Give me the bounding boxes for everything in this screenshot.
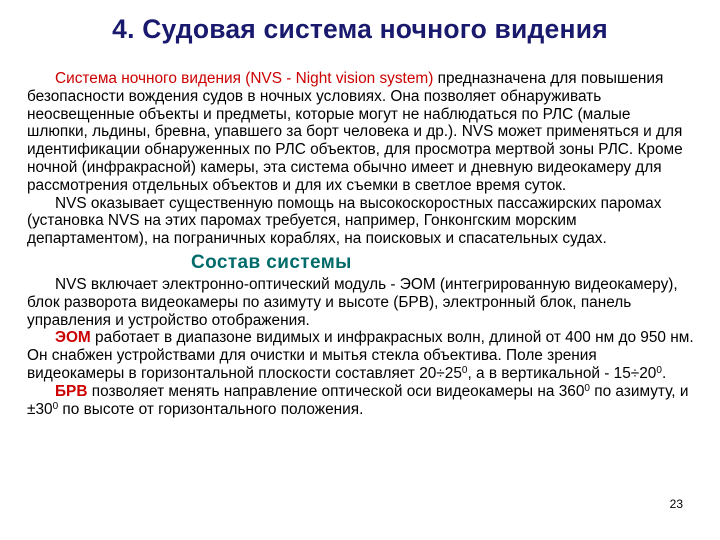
brv-text-c: по высоте от горизонтального положения. [58, 400, 364, 418]
eom-term: ЭОМ [55, 329, 91, 347]
degree-superscript: 0 [52, 400, 59, 412]
intro-text: предназначена для повышения безопасности вождения судов в ночных условиях. Она позволяет обнаруживать неосвещенные объекты и предметы, которые могут не наблюдаться по РЛС (малые шлюпки, льдины, бревна, упавшего за борт человека и др.). NVS может применяться и для идентификации обнаруженных по РЛС объектов, для просмотра мертвой зоны РЛС. Кроме ночной (инфракрасной) камеры, эта система обычно имеет и дневную видеокамеру для рассмотрения отдельных объектов и для их съемки в светлое время суток. [27, 70, 683, 194]
brv-term: БРВ [55, 382, 88, 400]
eom-text-c: . [661, 364, 667, 382]
page-number: 23 [669, 497, 683, 511]
paragraph-eom [27, 329, 695, 382]
brv-text-a: позволяет менять направление оптической оси видеокамеры на 360 [87, 382, 585, 400]
eom-text-a: работает в диапазоне видимых и инфракрасных волн, длиной от 400 нм до 950 нм. Он снабжен устройствами для очистки и мытья стекла объектива. Поле зрения видеокамеры в горизонтальной плоскости составляет 20÷25 [27, 329, 694, 382]
nvs-term: Система ночного видения (NVS - Night vision system) [55, 70, 434, 87]
composition-text: NVS включает электронно-оптический модуль - ЭОМ (интегрированную видеокамеру), блок разворота видеокамеры по азимуту и высоте (БРВ), электронный блок, панель управления и устройство отображения. [27, 275, 678, 329]
paragraph-composition [27, 276, 695, 329]
paragraph-brv [27, 383, 695, 419]
degree-superscript: 0 [656, 364, 662, 376]
usage-text: NVS оказывает существенную помощь на высокоскоростных пассажирских паромах (установка NVS на этих паромах требуется, например, Гонконгским морским департаментом), на пограничных кораблях, на поисковых и спасательных судах. [27, 194, 662, 248]
slide-title: 4. Судовая система ночного видения [112, 14, 608, 44]
degree-superscript: 0 [584, 382, 590, 394]
degree-superscript: 0 [461, 364, 468, 376]
slide-body [27, 70, 695, 418]
eom-text-b: , а в вертикальной - 15÷20 [467, 364, 657, 382]
section-heading: Состав системы [191, 251, 352, 273]
paragraph-intro [27, 70, 695, 195]
brv-text-b: по азимуту, и ±30 [27, 382, 689, 418]
paragraph-usage [27, 195, 695, 248]
